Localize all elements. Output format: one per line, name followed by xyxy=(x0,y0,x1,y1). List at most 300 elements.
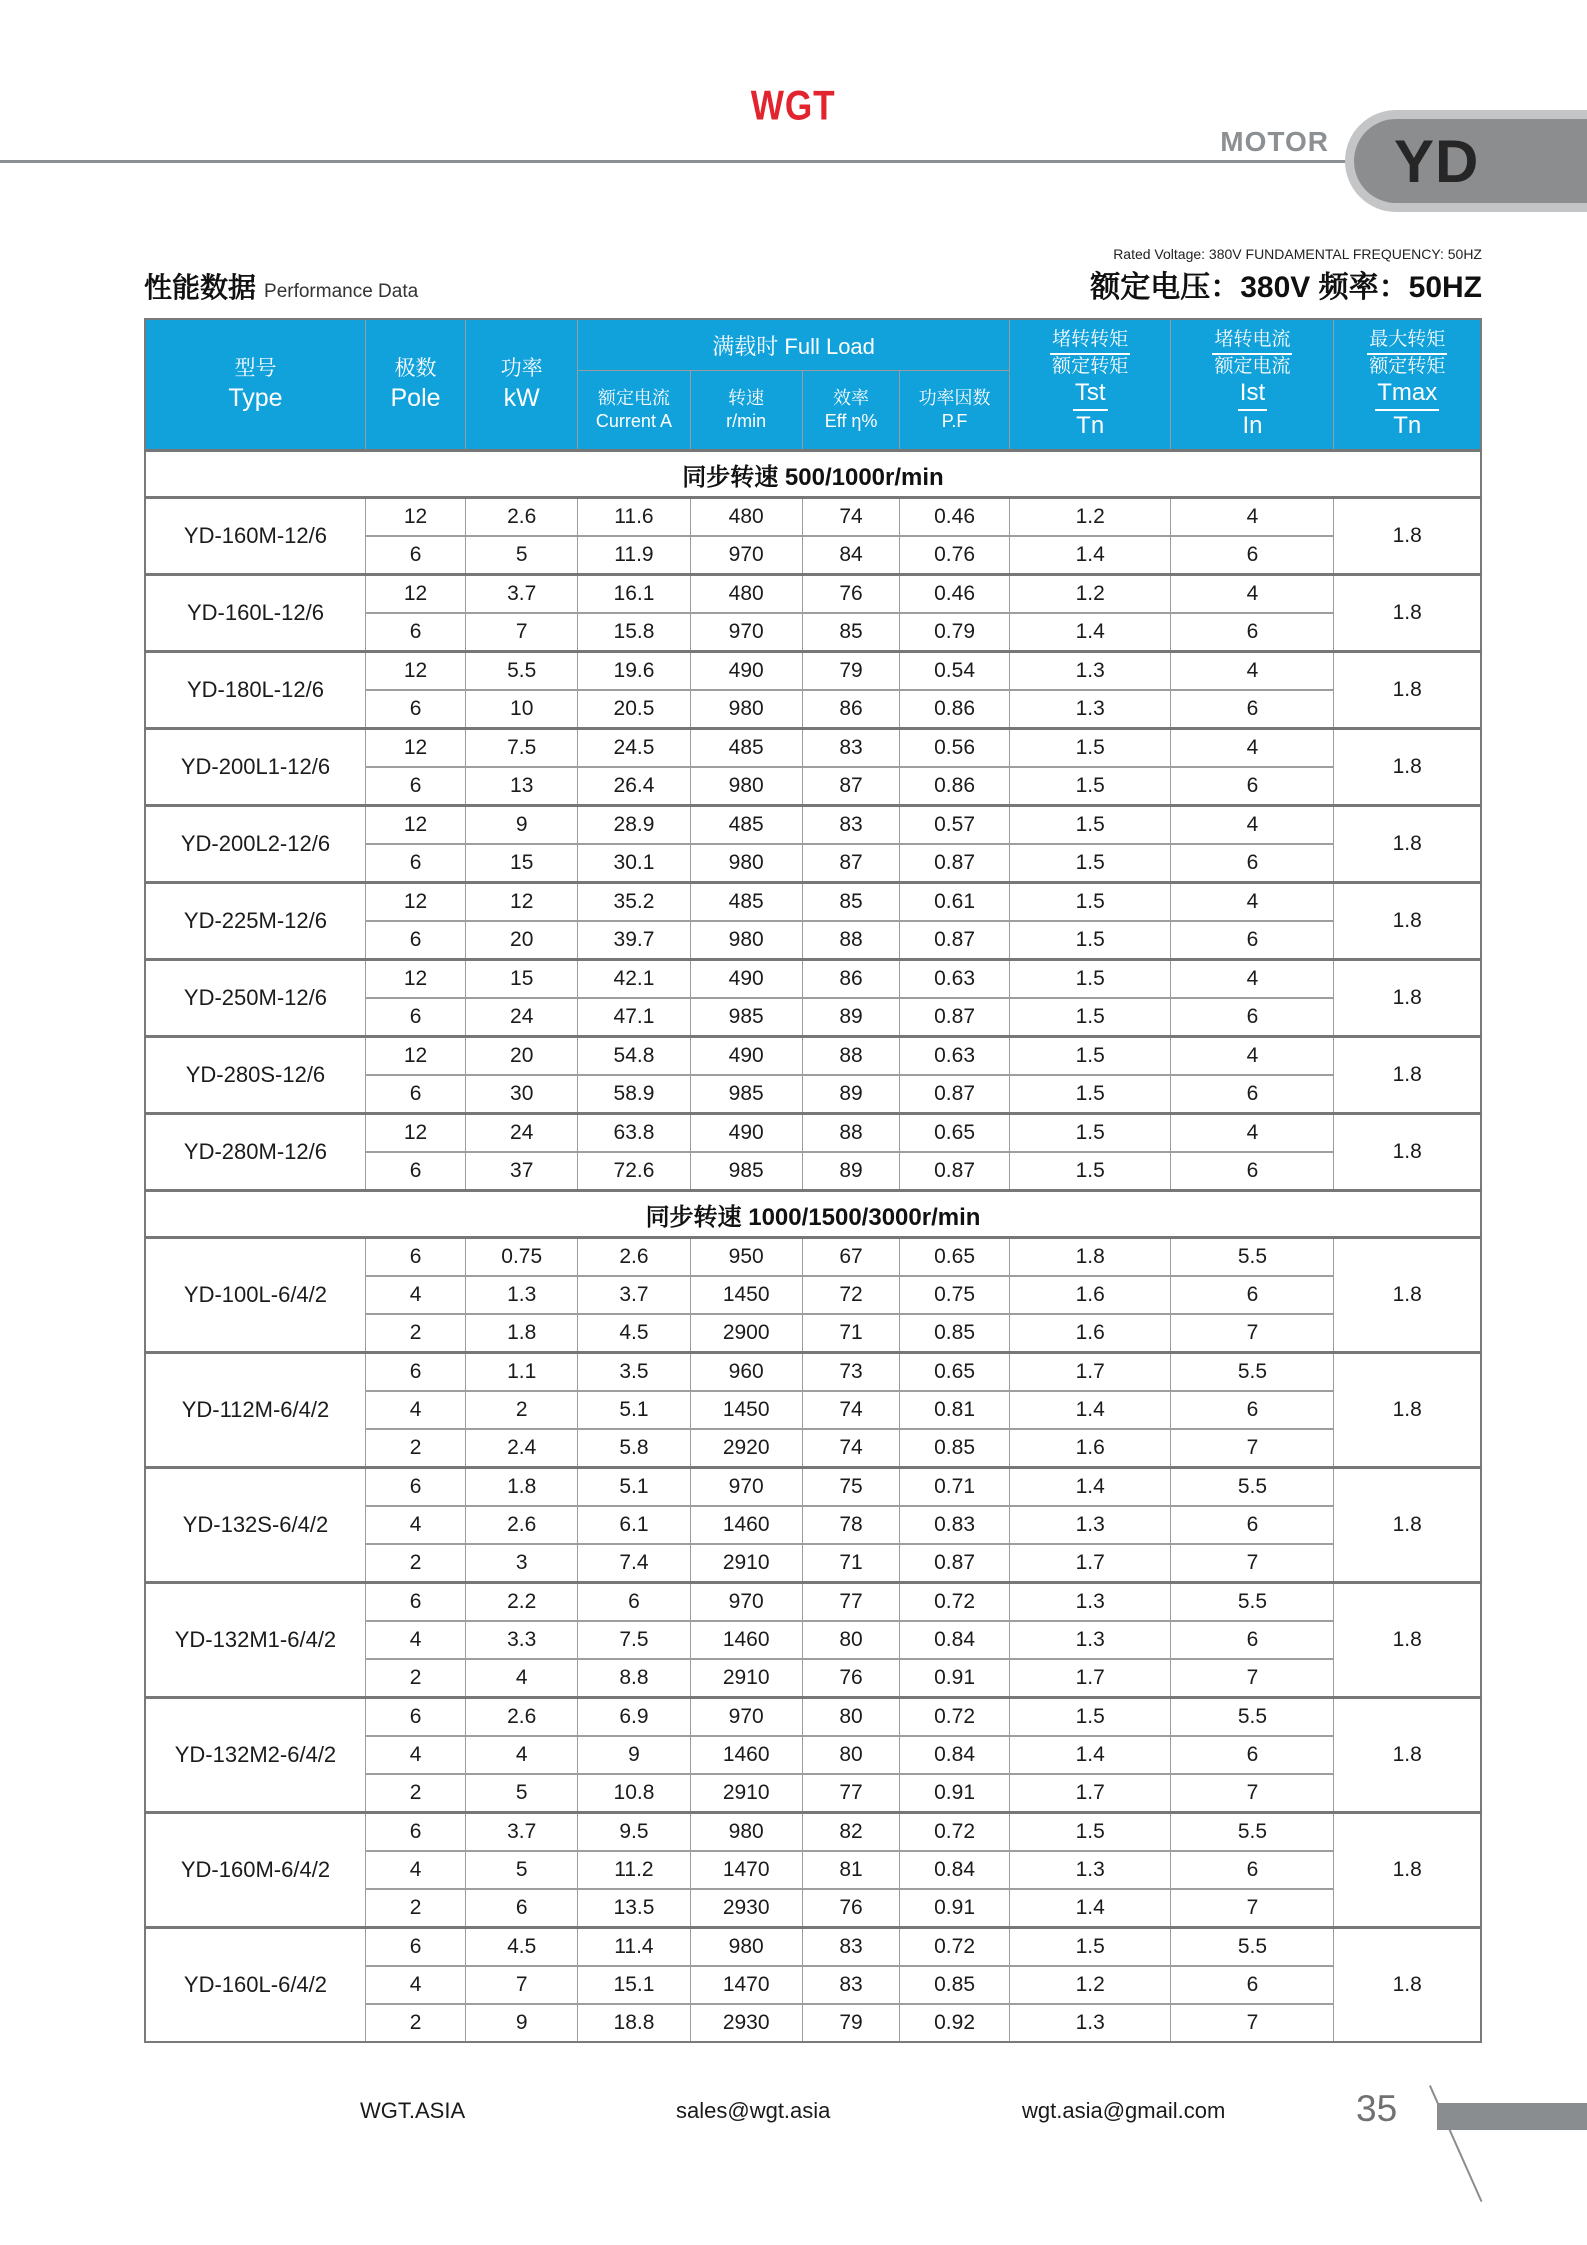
model-cell: YD-200L1-12/6 xyxy=(145,729,365,806)
data-cell: 0.87 xyxy=(900,998,1010,1037)
data-cell: 24 xyxy=(466,998,578,1037)
table-row xyxy=(145,729,1481,768)
data-cell: 16.1 xyxy=(578,575,690,614)
data-cell: 2.4 xyxy=(466,1429,578,1468)
data-cell: 87 xyxy=(802,844,900,883)
data-cell: 80 xyxy=(802,1698,900,1737)
table-row xyxy=(145,1583,1481,1622)
model-cell: YD-160M-6/4/2 xyxy=(145,1813,365,1928)
data-cell: 1.4 xyxy=(1009,1889,1171,1928)
section-title-row xyxy=(145,451,1481,498)
data-cell: 6 xyxy=(1171,921,1334,960)
data-cell: 1.3 xyxy=(1009,652,1171,691)
data-cell: 3.3 xyxy=(466,1621,578,1659)
data-cell: 28.9 xyxy=(578,806,690,845)
data-cell: 1.5 xyxy=(1009,1037,1171,1076)
data-cell: 18.8 xyxy=(578,2004,690,2042)
data-cell: 11.9 xyxy=(578,536,690,575)
data-cell: 1450 xyxy=(690,1276,802,1314)
data-cell: 5.5 xyxy=(1171,1468,1334,1507)
model-cell: YD-100L-6/4/2 xyxy=(145,1238,365,1353)
data-cell: 2.2 xyxy=(466,1583,578,1622)
data-cell: 1.4 xyxy=(1009,1391,1171,1429)
data-cell: 8.8 xyxy=(578,1659,690,1698)
data-cell: 970 xyxy=(690,1583,802,1622)
data-cell: 0.84 xyxy=(900,1736,1010,1774)
col-header-pole: 极数 Pole xyxy=(365,319,465,451)
data-cell: 1.4 xyxy=(1009,536,1171,575)
data-cell: 4 xyxy=(1171,883,1334,922)
data-cell: 0.83 xyxy=(900,1506,1010,1544)
data-cell: 71 xyxy=(802,1544,900,1583)
data-cell: 4 xyxy=(1171,652,1334,691)
data-cell: 0.91 xyxy=(900,1659,1010,1698)
data-cell: 1.8 xyxy=(466,1468,578,1507)
data-cell: 980 xyxy=(690,1928,802,1967)
data-cell: 485 xyxy=(690,883,802,922)
data-cell: 5.5 xyxy=(1171,1928,1334,1967)
data-cell: 4.5 xyxy=(466,1928,578,1967)
data-cell: 1.2 xyxy=(1009,498,1171,537)
data-cell: 0.75 xyxy=(900,1276,1010,1314)
section-title: 同步转速 500/1000r/min xyxy=(145,451,1481,498)
model-cell: YD-112M-6/4/2 xyxy=(145,1353,365,1468)
table-row xyxy=(145,575,1481,614)
tmax-cell: 1.8 xyxy=(1334,1238,1481,1353)
table-row xyxy=(145,1037,1481,1076)
section-title: 同步转速 1000/1500/3000r/min xyxy=(145,1191,1481,1238)
data-cell: 1470 xyxy=(690,1966,802,2004)
data-cell: 2 xyxy=(365,1314,465,1353)
data-cell: 5.5 xyxy=(1171,1813,1334,1852)
data-cell: 4 xyxy=(466,1736,578,1774)
data-cell: 1460 xyxy=(690,1736,802,1774)
data-cell: 4 xyxy=(365,1966,465,2004)
table-row xyxy=(145,498,1481,537)
data-cell: 1.5 xyxy=(1009,1813,1171,1852)
data-cell: 7.5 xyxy=(466,729,578,768)
data-cell: 980 xyxy=(690,690,802,729)
data-cell: 970 xyxy=(690,613,802,652)
col-header-tst-tn: 堵转转矩 额定转矩 Tst Tn xyxy=(1009,319,1171,451)
data-cell: 12 xyxy=(466,883,578,922)
data-cell: 1.4 xyxy=(1009,1736,1171,1774)
data-cell: 63.8 xyxy=(578,1114,690,1153)
data-cell: 1460 xyxy=(690,1621,802,1659)
data-cell: 6 xyxy=(365,767,465,806)
data-cell: 3.7 xyxy=(578,1276,690,1314)
data-cell: 2 xyxy=(365,1544,465,1583)
model-cell: YD-132S-6/4/2 xyxy=(145,1468,365,1583)
data-cell: 6 xyxy=(1171,613,1334,652)
data-cell: 4 xyxy=(365,1276,465,1314)
data-cell: 1.4 xyxy=(1009,1468,1171,1507)
data-cell: 0.46 xyxy=(900,575,1010,614)
data-cell: 3 xyxy=(466,1544,578,1583)
data-cell: 0.87 xyxy=(900,921,1010,960)
data-cell: 35.2 xyxy=(578,883,690,922)
table-body xyxy=(145,451,1481,2043)
data-cell: 30.1 xyxy=(578,844,690,883)
data-cell: 15 xyxy=(466,960,578,999)
data-cell: 6 xyxy=(1171,1621,1334,1659)
page-title xyxy=(144,266,418,306)
data-cell: 6 xyxy=(1171,998,1334,1037)
data-cell: 6 xyxy=(1171,1851,1334,1889)
data-cell: 2920 xyxy=(690,1429,802,1468)
data-cell: 1.1 xyxy=(466,1353,578,1392)
model-cell: YD-132M2-6/4/2 xyxy=(145,1698,365,1813)
col-header-pf: 功率因数 P.F xyxy=(900,371,1010,451)
table-row xyxy=(145,883,1481,922)
data-cell: 88 xyxy=(802,1114,900,1153)
data-cell: 2910 xyxy=(690,1774,802,1813)
data-cell: 4 xyxy=(1171,1037,1334,1076)
data-cell: 0.84 xyxy=(900,1851,1010,1889)
data-cell: 6 xyxy=(365,1583,465,1622)
col-header-tmax-tn: 最大转矩 额定转矩 Tmax Tn xyxy=(1334,319,1481,451)
data-cell: 10.8 xyxy=(578,1774,690,1813)
data-cell: 5.5 xyxy=(466,652,578,691)
data-cell: 1.5 xyxy=(1009,1114,1171,1153)
footer-corner-bar xyxy=(1437,2103,1587,2130)
data-cell: 0.71 xyxy=(900,1468,1010,1507)
data-cell: 0.86 xyxy=(900,767,1010,806)
tmax-cell: 1.8 xyxy=(1334,1353,1481,1468)
data-cell: 6 xyxy=(365,1813,465,1852)
data-cell: 1.6 xyxy=(1009,1314,1171,1353)
data-cell: 47.1 xyxy=(578,998,690,1037)
data-cell: 39.7 xyxy=(578,921,690,960)
data-cell: 7.5 xyxy=(578,1621,690,1659)
data-cell: 7 xyxy=(466,613,578,652)
table-row xyxy=(145,1114,1481,1153)
data-cell: 79 xyxy=(802,652,900,691)
table-row xyxy=(145,1698,1481,1737)
footer-email-gmail: wgt.asia@gmail.com xyxy=(1022,2098,1226,2123)
data-cell: 89 xyxy=(802,998,900,1037)
data-cell: 0.87 xyxy=(900,844,1010,883)
data-cell: 1.5 xyxy=(1009,1152,1171,1191)
data-cell: 15.1 xyxy=(578,1966,690,2004)
col-header-current: 额定电流 Current A xyxy=(578,371,690,451)
wgt-logo: WGT xyxy=(751,82,836,130)
data-cell: 0.56 xyxy=(900,729,1010,768)
data-cell: 1.5 xyxy=(1009,806,1171,845)
data-cell: 12 xyxy=(365,960,465,999)
data-cell: 4 xyxy=(1171,729,1334,768)
data-cell: 1460 xyxy=(690,1506,802,1544)
data-cell: 6 xyxy=(1171,536,1334,575)
model-cell: YD-280M-12/6 xyxy=(145,1114,365,1191)
tmax-cell: 1.8 xyxy=(1334,1037,1481,1114)
data-cell: 980 xyxy=(690,921,802,960)
data-cell: 6 xyxy=(365,1238,465,1277)
yd-series-badge xyxy=(1345,110,1587,212)
data-cell: 2910 xyxy=(690,1659,802,1698)
data-cell: 5 xyxy=(466,536,578,575)
data-cell: 82 xyxy=(802,1813,900,1852)
tmax-cell: 1.8 xyxy=(1334,883,1481,960)
data-cell: 6 xyxy=(1171,690,1334,729)
data-cell: 490 xyxy=(690,1037,802,1076)
data-cell: 2910 xyxy=(690,1544,802,1583)
data-cell: 985 xyxy=(690,1152,802,1191)
data-cell: 6 xyxy=(365,613,465,652)
data-cell: 1.5 xyxy=(1009,729,1171,768)
data-cell: 7 xyxy=(1171,2004,1334,2042)
yd-series-badge-inner xyxy=(1354,119,1587,203)
data-cell: 6.9 xyxy=(578,1698,690,1737)
data-cell: 980 xyxy=(690,844,802,883)
data-cell: 4 xyxy=(1171,575,1334,614)
data-cell: 0.72 xyxy=(900,1698,1010,1737)
data-cell: 11.6 xyxy=(578,498,690,537)
model-cell: YD-132M1-6/4/2 xyxy=(145,1583,365,1698)
data-cell: 0.65 xyxy=(900,1353,1010,1392)
data-cell: 6 xyxy=(1171,1152,1334,1191)
data-cell: 1450 xyxy=(690,1391,802,1429)
data-cell: 1.7 xyxy=(1009,1659,1171,1698)
data-cell: 1.5 xyxy=(1009,960,1171,999)
data-cell: 0.57 xyxy=(900,806,1010,845)
data-cell: 1.7 xyxy=(1009,1774,1171,1813)
data-cell: 20.5 xyxy=(578,690,690,729)
data-cell: 6 xyxy=(578,1583,690,1622)
data-cell: 76 xyxy=(802,1889,900,1928)
data-cell: 6 xyxy=(365,844,465,883)
data-cell: 1.7 xyxy=(1009,1353,1171,1392)
model-cell: YD-160L-6/4/2 xyxy=(145,1928,365,2043)
data-cell: 73 xyxy=(802,1353,900,1392)
data-cell: 6 xyxy=(365,998,465,1037)
data-cell: 5 xyxy=(466,1851,578,1889)
data-cell: 76 xyxy=(802,1659,900,1698)
data-cell: 0.87 xyxy=(900,1544,1010,1583)
data-cell: 6 xyxy=(1171,1506,1334,1544)
data-cell: 24.5 xyxy=(578,729,690,768)
data-cell: 0.75 xyxy=(466,1238,578,1277)
data-cell: 75 xyxy=(802,1468,900,1507)
data-cell: 74 xyxy=(802,498,900,537)
data-cell: 2930 xyxy=(690,1889,802,1928)
data-cell: 0.85 xyxy=(900,1314,1010,1353)
data-cell: 485 xyxy=(690,729,802,768)
model-cell: YD-180L-12/6 xyxy=(145,652,365,729)
data-cell: 1.7 xyxy=(1009,1544,1171,1583)
data-cell: 19.6 xyxy=(578,652,690,691)
page-title-en: Performance Data xyxy=(264,281,419,302)
data-cell: 6 xyxy=(1171,1075,1334,1114)
data-cell: 490 xyxy=(690,1114,802,1153)
tmax-cell: 1.8 xyxy=(1334,1583,1481,1698)
data-cell: 6 xyxy=(365,921,465,960)
data-cell: 26.4 xyxy=(578,767,690,806)
data-cell: 83 xyxy=(802,1928,900,1967)
col-header-power: 功率 kW xyxy=(466,319,578,451)
tmax-cell: 1.8 xyxy=(1334,498,1481,575)
data-cell: 13.5 xyxy=(578,1889,690,1928)
data-cell: 15 xyxy=(466,844,578,883)
header-rule xyxy=(0,160,1347,163)
footer-email-sales: sales@wgt.asia xyxy=(676,2098,831,2123)
data-cell: 6 xyxy=(365,1468,465,1507)
data-cell: 3.7 xyxy=(466,575,578,614)
model-cell: YD-160M-12/6 xyxy=(145,498,365,575)
data-cell: 1.2 xyxy=(1009,1966,1171,2004)
data-cell: 0.91 xyxy=(900,1774,1010,1813)
data-cell: 980 xyxy=(690,1813,802,1852)
data-cell: 2 xyxy=(466,1391,578,1429)
table-row xyxy=(145,1813,1481,1852)
tmax-cell: 1.8 xyxy=(1334,575,1481,652)
data-cell: 12 xyxy=(365,652,465,691)
tmax-cell: 1.8 xyxy=(1334,1928,1481,2043)
data-cell: 89 xyxy=(802,1152,900,1191)
data-cell: 7 xyxy=(466,1966,578,2004)
data-cell: 6 xyxy=(1171,844,1334,883)
data-cell: 37 xyxy=(466,1152,578,1191)
data-cell: 0.46 xyxy=(900,498,1010,537)
data-cell: 2 xyxy=(365,1774,465,1813)
data-cell: 5.1 xyxy=(578,1468,690,1507)
data-cell: 9 xyxy=(578,1736,690,1774)
footer-site: WGT.ASIA xyxy=(360,2098,466,2123)
page-number: 35 xyxy=(1356,2088,1398,2129)
data-cell: 13 xyxy=(466,767,578,806)
data-cell: 76 xyxy=(802,575,900,614)
data-cell: 20 xyxy=(466,921,578,960)
data-cell: 12 xyxy=(365,1114,465,1153)
data-cell: 490 xyxy=(690,652,802,691)
data-cell: 2.6 xyxy=(466,1698,578,1737)
data-cell: 1.5 xyxy=(1009,767,1171,806)
tmax-cell: 1.8 xyxy=(1334,1813,1481,1928)
data-cell: 1.5 xyxy=(1009,1075,1171,1114)
model-cell: YD-160L-12/6 xyxy=(145,575,365,652)
data-cell: 2 xyxy=(365,1889,465,1928)
data-cell: 1.8 xyxy=(1009,1238,1171,1277)
data-cell: 4 xyxy=(365,1851,465,1889)
data-cell: 0.65 xyxy=(900,1114,1010,1153)
data-cell: 78 xyxy=(802,1506,900,1544)
tmax-cell: 1.8 xyxy=(1334,1114,1481,1191)
data-cell: 7 xyxy=(1171,1429,1334,1468)
data-cell: 4 xyxy=(365,1391,465,1429)
col-header-speed: 转速 r/min xyxy=(690,371,802,451)
data-cell: 11.4 xyxy=(578,1928,690,1967)
data-cell: 5.5 xyxy=(1171,1353,1334,1392)
data-cell: 1.5 xyxy=(1009,998,1171,1037)
data-cell: 88 xyxy=(802,921,900,960)
data-cell: 4 xyxy=(365,1736,465,1774)
data-cell: 5.5 xyxy=(1171,1583,1334,1622)
table-row xyxy=(145,806,1481,845)
data-cell: 24 xyxy=(466,1114,578,1153)
data-cell: 7 xyxy=(1171,1774,1334,1813)
data-cell: 30 xyxy=(466,1075,578,1114)
data-cell: 20 xyxy=(466,1037,578,1076)
tmax-cell: 1.8 xyxy=(1334,1468,1481,1583)
model-cell: YD-200L2-12/6 xyxy=(145,806,365,883)
data-cell: 42.1 xyxy=(578,960,690,999)
data-cell: 6 xyxy=(466,1889,578,1928)
data-cell: 10 xyxy=(466,690,578,729)
data-cell: 4.5 xyxy=(578,1314,690,1353)
data-cell: 1.5 xyxy=(1009,883,1171,922)
data-cell: 67 xyxy=(802,1238,900,1277)
data-cell: 0.61 xyxy=(900,883,1010,922)
data-cell: 4 xyxy=(466,1659,578,1698)
data-cell: 89 xyxy=(802,1075,900,1114)
data-cell: 6 xyxy=(1171,1736,1334,1774)
data-cell: 2 xyxy=(365,1659,465,1698)
data-cell: 4 xyxy=(365,1621,465,1659)
data-cell: 6 xyxy=(365,1698,465,1737)
data-cell: 985 xyxy=(690,998,802,1037)
data-cell: 5.8 xyxy=(578,1429,690,1468)
data-cell: 1.3 xyxy=(1009,690,1171,729)
data-cell: 6 xyxy=(365,536,465,575)
data-cell: 0.85 xyxy=(900,1429,1010,1468)
data-cell: 87 xyxy=(802,767,900,806)
data-cell: 86 xyxy=(802,960,900,999)
data-cell: 2930 xyxy=(690,2004,802,2042)
data-cell: 1.2 xyxy=(1009,575,1171,614)
data-cell: 9 xyxy=(466,2004,578,2042)
data-cell: 12 xyxy=(365,1037,465,1076)
data-cell: 960 xyxy=(690,1353,802,1392)
data-cell: 12 xyxy=(365,498,465,537)
data-cell: 86 xyxy=(802,690,900,729)
data-cell: 0.87 xyxy=(900,1152,1010,1191)
data-cell: 6 xyxy=(365,690,465,729)
data-cell: 1.5 xyxy=(1009,844,1171,883)
tmax-cell: 1.8 xyxy=(1334,960,1481,1037)
table-row xyxy=(145,1238,1481,1277)
data-cell: 83 xyxy=(802,1966,900,2004)
data-cell: 1.3 xyxy=(1009,1851,1171,1889)
data-cell: 7 xyxy=(1171,1889,1334,1928)
data-cell: 80 xyxy=(802,1621,900,1659)
data-cell: 81 xyxy=(802,1851,900,1889)
model-cell: YD-225M-12/6 xyxy=(145,883,365,960)
motor-label: MOTOR xyxy=(1220,126,1329,157)
data-cell: 12 xyxy=(365,575,465,614)
data-cell: 485 xyxy=(690,806,802,845)
data-cell: 2.6 xyxy=(466,498,578,537)
data-cell: 0.65 xyxy=(900,1238,1010,1277)
data-cell: 2.6 xyxy=(578,1238,690,1277)
data-cell: 0.63 xyxy=(900,1037,1010,1076)
data-cell: 1.4 xyxy=(1009,613,1171,652)
data-cell: 0.63 xyxy=(900,960,1010,999)
data-cell: 7 xyxy=(1171,1314,1334,1353)
data-cell: 980 xyxy=(690,767,802,806)
data-cell: 1.6 xyxy=(1009,1276,1171,1314)
data-cell: 71 xyxy=(802,1314,900,1353)
data-cell: 950 xyxy=(690,1238,802,1277)
data-cell: 7 xyxy=(1171,1659,1334,1698)
data-cell: 12 xyxy=(365,806,465,845)
table-row xyxy=(145,1928,1481,1967)
section-title-row xyxy=(145,1191,1481,1238)
data-cell: 2 xyxy=(365,1429,465,1468)
data-cell: 970 xyxy=(690,1698,802,1737)
data-cell: 0.79 xyxy=(900,613,1010,652)
data-cell: 5.5 xyxy=(1171,1238,1334,1277)
data-cell: 480 xyxy=(690,575,802,614)
